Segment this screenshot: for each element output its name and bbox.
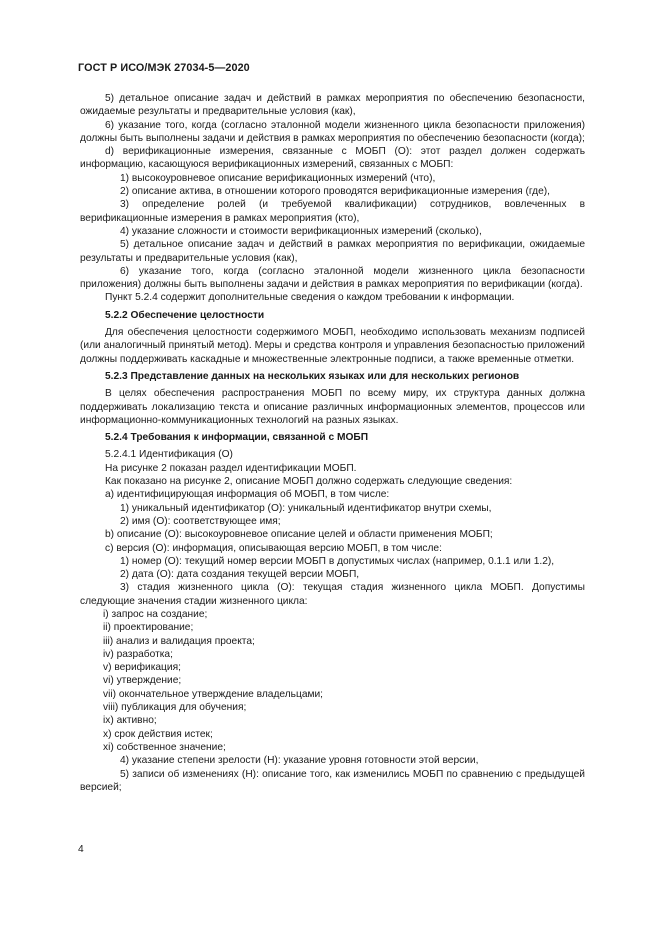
list-item: 1) уникальный идентификатор (О): уникальный идентификатор внутри схемы, <box>120 502 492 514</box>
paragraph: Как показано на рисунке 2, описание МОБП должно содержать следующие сведения: <box>105 476 513 488</box>
list-item: ix) активно; <box>103 715 157 727</box>
page-number: 4 <box>78 844 84 855</box>
list-item: x) срок действия истек; <box>103 728 213 740</box>
list-item: vii) окончательное утверждение владельцами; <box>103 688 324 700</box>
list-item: 1) номер (О): текущий номер версии МОБП в допустимых числах (например, 0.1.1 или 1.2), <box>120 555 555 567</box>
list-item: b) описание (О): высокоуровневое описание целей и области применения МОБП; <box>105 529 493 541</box>
list-item: v) верификация; <box>103 662 181 674</box>
list-item: iv) разработка; <box>103 648 173 660</box>
document-body <box>80 92 585 794</box>
list-item: xi) собственное значение; <box>103 741 226 753</box>
list-item: 2) описание актива, в отношении которого проводятся верификационные измерения (где), <box>120 186 550 198</box>
list-item: 3) определение ролей (и требуемой квалификации) сотрудников, вовлеченных в верификационные измерения в рамках мероприятия (кто), <box>80 199 585 224</box>
paragraph: Для обеспечения целостности содержимого МОБП, необходимо использовать механизм подписей (или аналогичный принятый метод). Меры и средства контроля и управления безопасностью приложений должны поддерживать каскадные и множественные электронные подписи, а также временные отметки. <box>80 327 585 365</box>
paragraph: 6) указание того, когда (согласно эталонной модели жизненного цикла безопасности приложения) должны быть выполнены задачи и действия в рамках мероприятия по обеспечению безопасности (когда); <box>80 119 585 144</box>
document-header: ГОСТ Р ИСО/МЭК 27034-5—2020 <box>78 62 250 74</box>
list-item: 5) детальное описание задач и действий в рамках мероприятия по верификации, ожидаемые результаты и предварительные условия (как), <box>80 239 585 264</box>
list-item: 6) указание того, когда (согласно эталонной модели жизненного цикла безопасности приложения) должны быть выполнены задачи и действия в рамках мероприятия по верификации (когда). <box>80 265 585 291</box>
list-item: vi) утверждение; <box>103 675 182 687</box>
list-item: 1) высокоуровневое описание верификационных измерений (что), <box>120 172 436 184</box>
section-heading: 5.2.4 Требования к информации, связанной с МОБП <box>105 432 369 444</box>
paragraph: d) верификационные измерения, связанные с МОБП (О): этот раздел должен содержать информацию, касающуюся верификационных измерений, связанных с МОБП: <box>80 146 585 171</box>
list-item: 2) имя (О): соответствующее имя; <box>120 515 281 527</box>
list-item: 4) указание сложности и стоимости верификационных измерений (сколько), <box>120 225 482 237</box>
list-item: iii) анализ и валидация проекта; <box>103 635 255 647</box>
list-item: 4) указание степени зрелости (Н): указание уровня готовности этой версии, <box>120 755 479 767</box>
paragraph: В целях обеспечения распространения МОБП по всему миру, их структура данных должна поддерживать локализацию текста и описание различных информационных элементов, процессов или информационно-коммуникационных технологий на разных языках. <box>80 388 585 426</box>
paragraph: На рисунке 2 показан раздел идентификации МОБП. <box>105 462 357 474</box>
list-item: 5) записи об изменениях (Н): описание того, как изменились МОБП по сравнению с предыдущей версией; <box>80 768 585 793</box>
list-item: 3) стадия жизненного цикла (О): текущая стадия жизненного цикла МОБП. Допустимы следующие значения стадии жизненного цикла: <box>80 582 585 607</box>
section-heading: 5.2.3 Представление данных на нескольких языках или для нескольких регионов <box>105 370 520 382</box>
list-item: i) запрос на создание; <box>103 608 208 620</box>
list-item: с) версия (О): информация, описывающая версию МОБП, в том числе: <box>105 542 442 554</box>
list-item: viii) публикация для обучения; <box>103 702 247 714</box>
list-item: ii) проектирование; <box>103 622 194 634</box>
section-heading: 5.2.2 Обеспечение целостности <box>105 309 265 321</box>
paragraph: Пункт 5.2.4 содержит дополнительные сведения о каждом требовании к информации. <box>105 292 515 304</box>
subsection-heading: 5.2.4.1 Идентификация (О) <box>105 449 233 461</box>
list-item: а) идентифицирующая информация об МОБП, в том числе: <box>105 489 390 501</box>
list-item: 2) дата (О): дата создания текущей версии МОБП, <box>120 569 360 581</box>
paragraph: 5) детальное описание задач и действий в рамках мероприятия по обеспечению безопасности, ожидаемые результаты и предварительные условия (как), <box>80 93 585 118</box>
